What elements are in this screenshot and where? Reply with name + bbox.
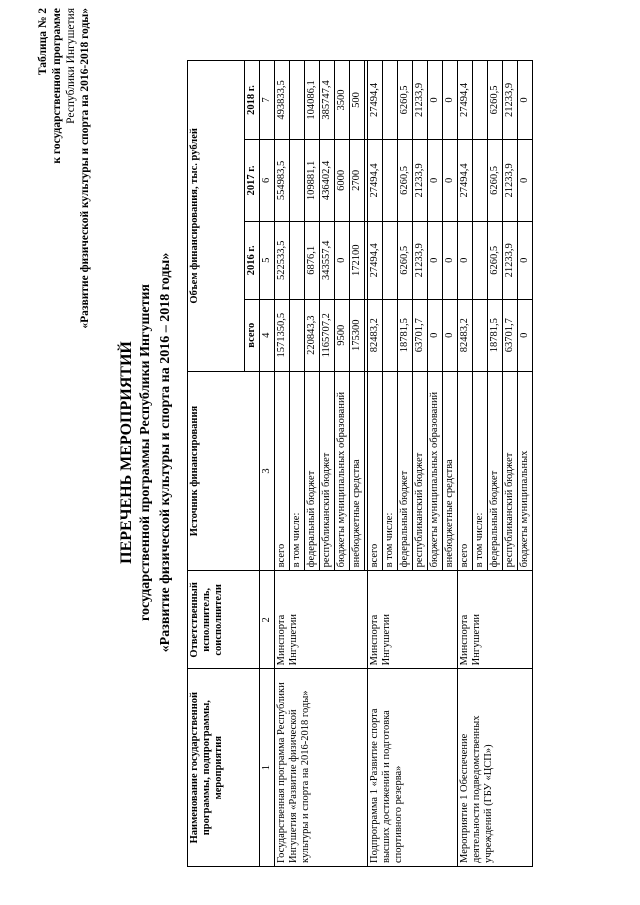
value-cell: 172100 xyxy=(350,221,365,299)
col-header-executor: Ответственный исполнитель, соисполнители xyxy=(188,571,260,669)
value-cell: 27494,4 xyxy=(368,221,383,299)
value-cell: 21233,9 xyxy=(503,61,518,140)
col-number: 6 xyxy=(260,139,275,221)
col-number: 7 xyxy=(260,61,275,140)
source-cell: бюджеты муниципальных xyxy=(518,371,533,571)
col-number: 3 xyxy=(260,371,275,571)
source-cell: всего xyxy=(368,371,383,571)
value-cell: 21233,9 xyxy=(503,221,518,299)
value-cell: 493833,5 xyxy=(275,61,290,140)
header-line-2: Республики Ингушетия xyxy=(65,8,77,124)
value-cell: 9500 xyxy=(335,299,350,371)
value-cell: 27494,4 xyxy=(368,139,383,221)
source-cell: республиканский бюджет xyxy=(413,371,428,571)
value-cell: 0 xyxy=(428,139,443,221)
title-line-3: «Развитие физической культуры и спорта на 2016 – 2018 годы» xyxy=(158,252,173,653)
executor: Минспорта Ингушетии xyxy=(458,571,533,669)
value-cell: 21233,9 xyxy=(413,221,428,299)
value-cell: 6260,5 xyxy=(488,221,503,299)
value-cell: 2700 xyxy=(350,139,365,221)
value-cell: 385747,4 xyxy=(320,61,335,140)
value-cell: 0 xyxy=(428,221,443,299)
value-cell: 522533,5 xyxy=(275,221,290,299)
col-header-name: Наименование государственной программы, подпрограммы, мероприятия xyxy=(188,669,260,867)
source-cell: бюджеты муниципальных образований xyxy=(428,371,443,571)
source-cell: бюджеты муниципальных образований xyxy=(335,371,350,571)
value-cell: 6260,5 xyxy=(488,139,503,221)
value-cell: 63701,7 xyxy=(503,299,518,371)
col-number: 1 xyxy=(260,669,275,867)
source-cell: республиканский бюджет xyxy=(320,371,335,571)
col-header-source: Источник финансирования xyxy=(188,371,260,571)
col-header-funding: Объем финансирования, тыс. рублей xyxy=(188,61,245,372)
value-cell: 0 xyxy=(518,221,533,299)
title-line-2: государственной программы Республики Ингушетия xyxy=(138,284,153,622)
value-cell: 0 xyxy=(443,139,458,221)
source-cell: внебюджетные средства xyxy=(350,371,365,571)
column-number-row xyxy=(260,61,275,867)
value-cell: 175300 xyxy=(350,299,365,371)
value-cell: 6260,5 xyxy=(398,61,413,140)
value-cell: 0 xyxy=(335,221,350,299)
source-cell: федеральный бюджет xyxy=(488,371,503,571)
subprogram-name: Подпрограмма 1 «Развитие спорта высших достижений и подготовка спортивного резерва» xyxy=(368,669,458,867)
value-cell: 1571350,5 xyxy=(275,299,290,371)
appendix-header xyxy=(36,8,92,428)
col-number: 5 xyxy=(260,221,275,299)
table-number: Таблица № 2 xyxy=(37,8,49,76)
value-cell: 1165707,2 xyxy=(320,299,335,371)
value-cell: 220843,3 xyxy=(305,299,320,371)
program-name: Государственная программа Республики Ингушетия «Развитие физической культуры и спорта на 2016-2018 годы» xyxy=(275,669,368,867)
value-cell: 0 xyxy=(428,61,443,140)
table-row xyxy=(368,61,383,867)
source-cell: федеральный бюджет xyxy=(305,371,320,571)
col-number: 4 xyxy=(260,299,275,371)
source-cell: всего xyxy=(275,371,290,571)
col-header-2018: 2018 г. xyxy=(245,61,260,140)
value-cell: 82483,2 xyxy=(458,299,473,371)
col-header-total: всего xyxy=(245,299,260,371)
value-cell: 0 xyxy=(443,299,458,371)
measure-name: Мероприятие 1 Обеспечение деятельности подведомственных учреждений (ГБУ «ЦСП») xyxy=(458,669,533,867)
value-cell: 0 xyxy=(428,299,443,371)
value-cell: 21233,9 xyxy=(413,61,428,140)
header-line-1: к государственной программе xyxy=(51,8,63,164)
value-cell: 3500 xyxy=(335,61,350,140)
value-cell: 6260,5 xyxy=(398,221,413,299)
header-line-3: «Развитие физической культуры и спорта на 2016-2018 годы» xyxy=(79,8,91,329)
value-cell: 21233,9 xyxy=(413,139,428,221)
value-cell: 0 xyxy=(443,221,458,299)
value-cell: 0 xyxy=(443,61,458,140)
col-number: 2 xyxy=(260,571,275,669)
title-line-1: ПЕРЕЧЕНЬ МЕРОПРИЯТИЙ xyxy=(118,341,135,564)
source-cell: внебюджетные средства xyxy=(443,371,458,571)
value-cell: 63701,7 xyxy=(413,299,428,371)
value-cell: 6260,5 xyxy=(488,61,503,140)
table-row xyxy=(275,61,290,867)
value-cell: 0 xyxy=(518,139,533,221)
value-cell: 109881,1 xyxy=(305,139,320,221)
executor: Минспорта Ингушетии xyxy=(368,571,458,669)
source-cell: всего xyxy=(458,371,473,571)
col-header-2016: 2016 г. xyxy=(245,221,260,299)
table-row xyxy=(458,61,473,867)
measures-table xyxy=(187,60,533,867)
value-cell: 27494,4 xyxy=(458,61,473,140)
source-cell: республиканский бюджет xyxy=(503,371,518,571)
value-cell: 27494,4 xyxy=(458,139,473,221)
value-cell: 554983,5 xyxy=(275,139,290,221)
value-cell: 104086,1 xyxy=(305,61,320,140)
value-cell: 6876,1 xyxy=(305,221,320,299)
source-cell: федеральный бюджет xyxy=(398,371,413,571)
value-cell: 0 xyxy=(518,61,533,140)
executor: Минспорта Ингушетии xyxy=(275,571,368,669)
value-cell: 6000 xyxy=(335,139,350,221)
source-cell: в том числе: xyxy=(290,371,305,571)
value-cell: 21233,9 xyxy=(503,139,518,221)
value-cell: 27494,4 xyxy=(368,61,383,140)
source-cell: в том числе: xyxy=(383,371,398,571)
value-cell: 436402,4 xyxy=(320,139,335,221)
value-cell: 6260,5 xyxy=(398,139,413,221)
value-cell: 0 xyxy=(518,299,533,371)
value-cell: 18781,5 xyxy=(488,299,503,371)
value-cell: 500 xyxy=(350,61,365,140)
source-cell: в том числе: xyxy=(473,371,488,571)
value-cell: 18781,5 xyxy=(398,299,413,371)
value-cell: 82483,2 xyxy=(368,299,383,371)
value-cell: 343557,4 xyxy=(320,221,335,299)
col-header-2017: 2017 г. xyxy=(245,139,260,221)
value-cell: 0 xyxy=(458,221,473,299)
